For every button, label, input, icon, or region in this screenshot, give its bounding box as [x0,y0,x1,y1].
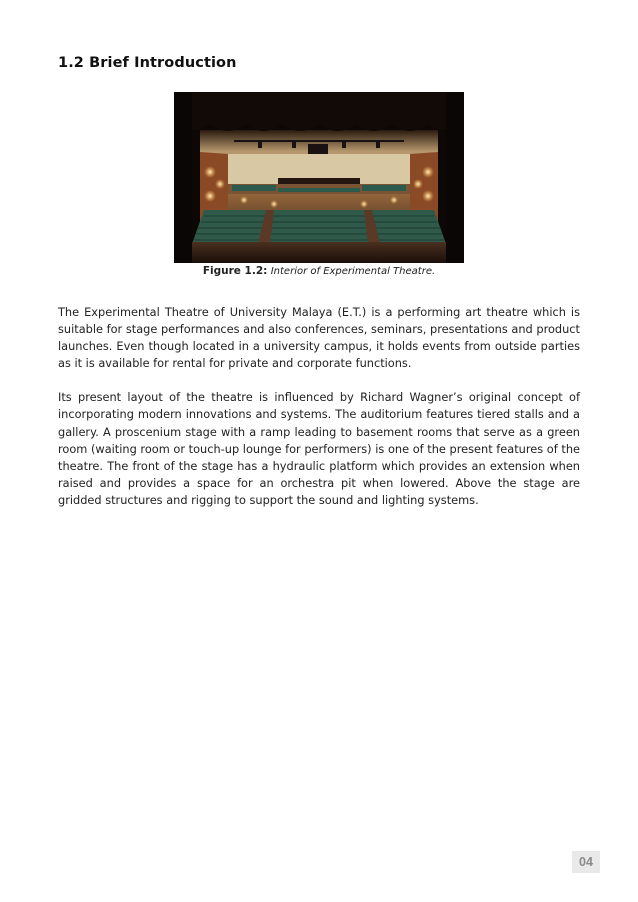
paragraph-intro: The Experimental Theatre of University Malaya (E.T.) is a performing art theatre which is suitable for stage performances and also conferences, seminars, presentations and product launches. Even though located in a university campus, it holds events from outside parties as it is available for rental for private and corporate functions. [58,305,580,371]
figure-label: Figure 1.2: [202,265,268,277]
section-heading: 1.2 Brief Introduction [58,55,237,71]
page-number: 04 [572,851,600,873]
body-text [58,304,580,526]
paragraph-layout: Its present layout of the theatre is influenced by Richard Wagner’s original concept of incorporating modern innovations and systems. The auditorium features tiered stalls and a gallery. A proscenium stage with a ramp leading to basement rooms that serve as a green room (waiting room or touch-up lounge for performers) is one of the present features of the theatre. The front of the stage has a hydraulic platform which provides an extension when raised and provides a space for an orchestra pit when lowered. Above the stage are gridded structures and rigging to support the sound and lighting systems. [58,390,580,507]
figure-caption-text: Interior of Experimental Theatre. [270,266,436,277]
theatre-interior-photo [174,92,464,263]
figure-caption [0,265,638,277]
